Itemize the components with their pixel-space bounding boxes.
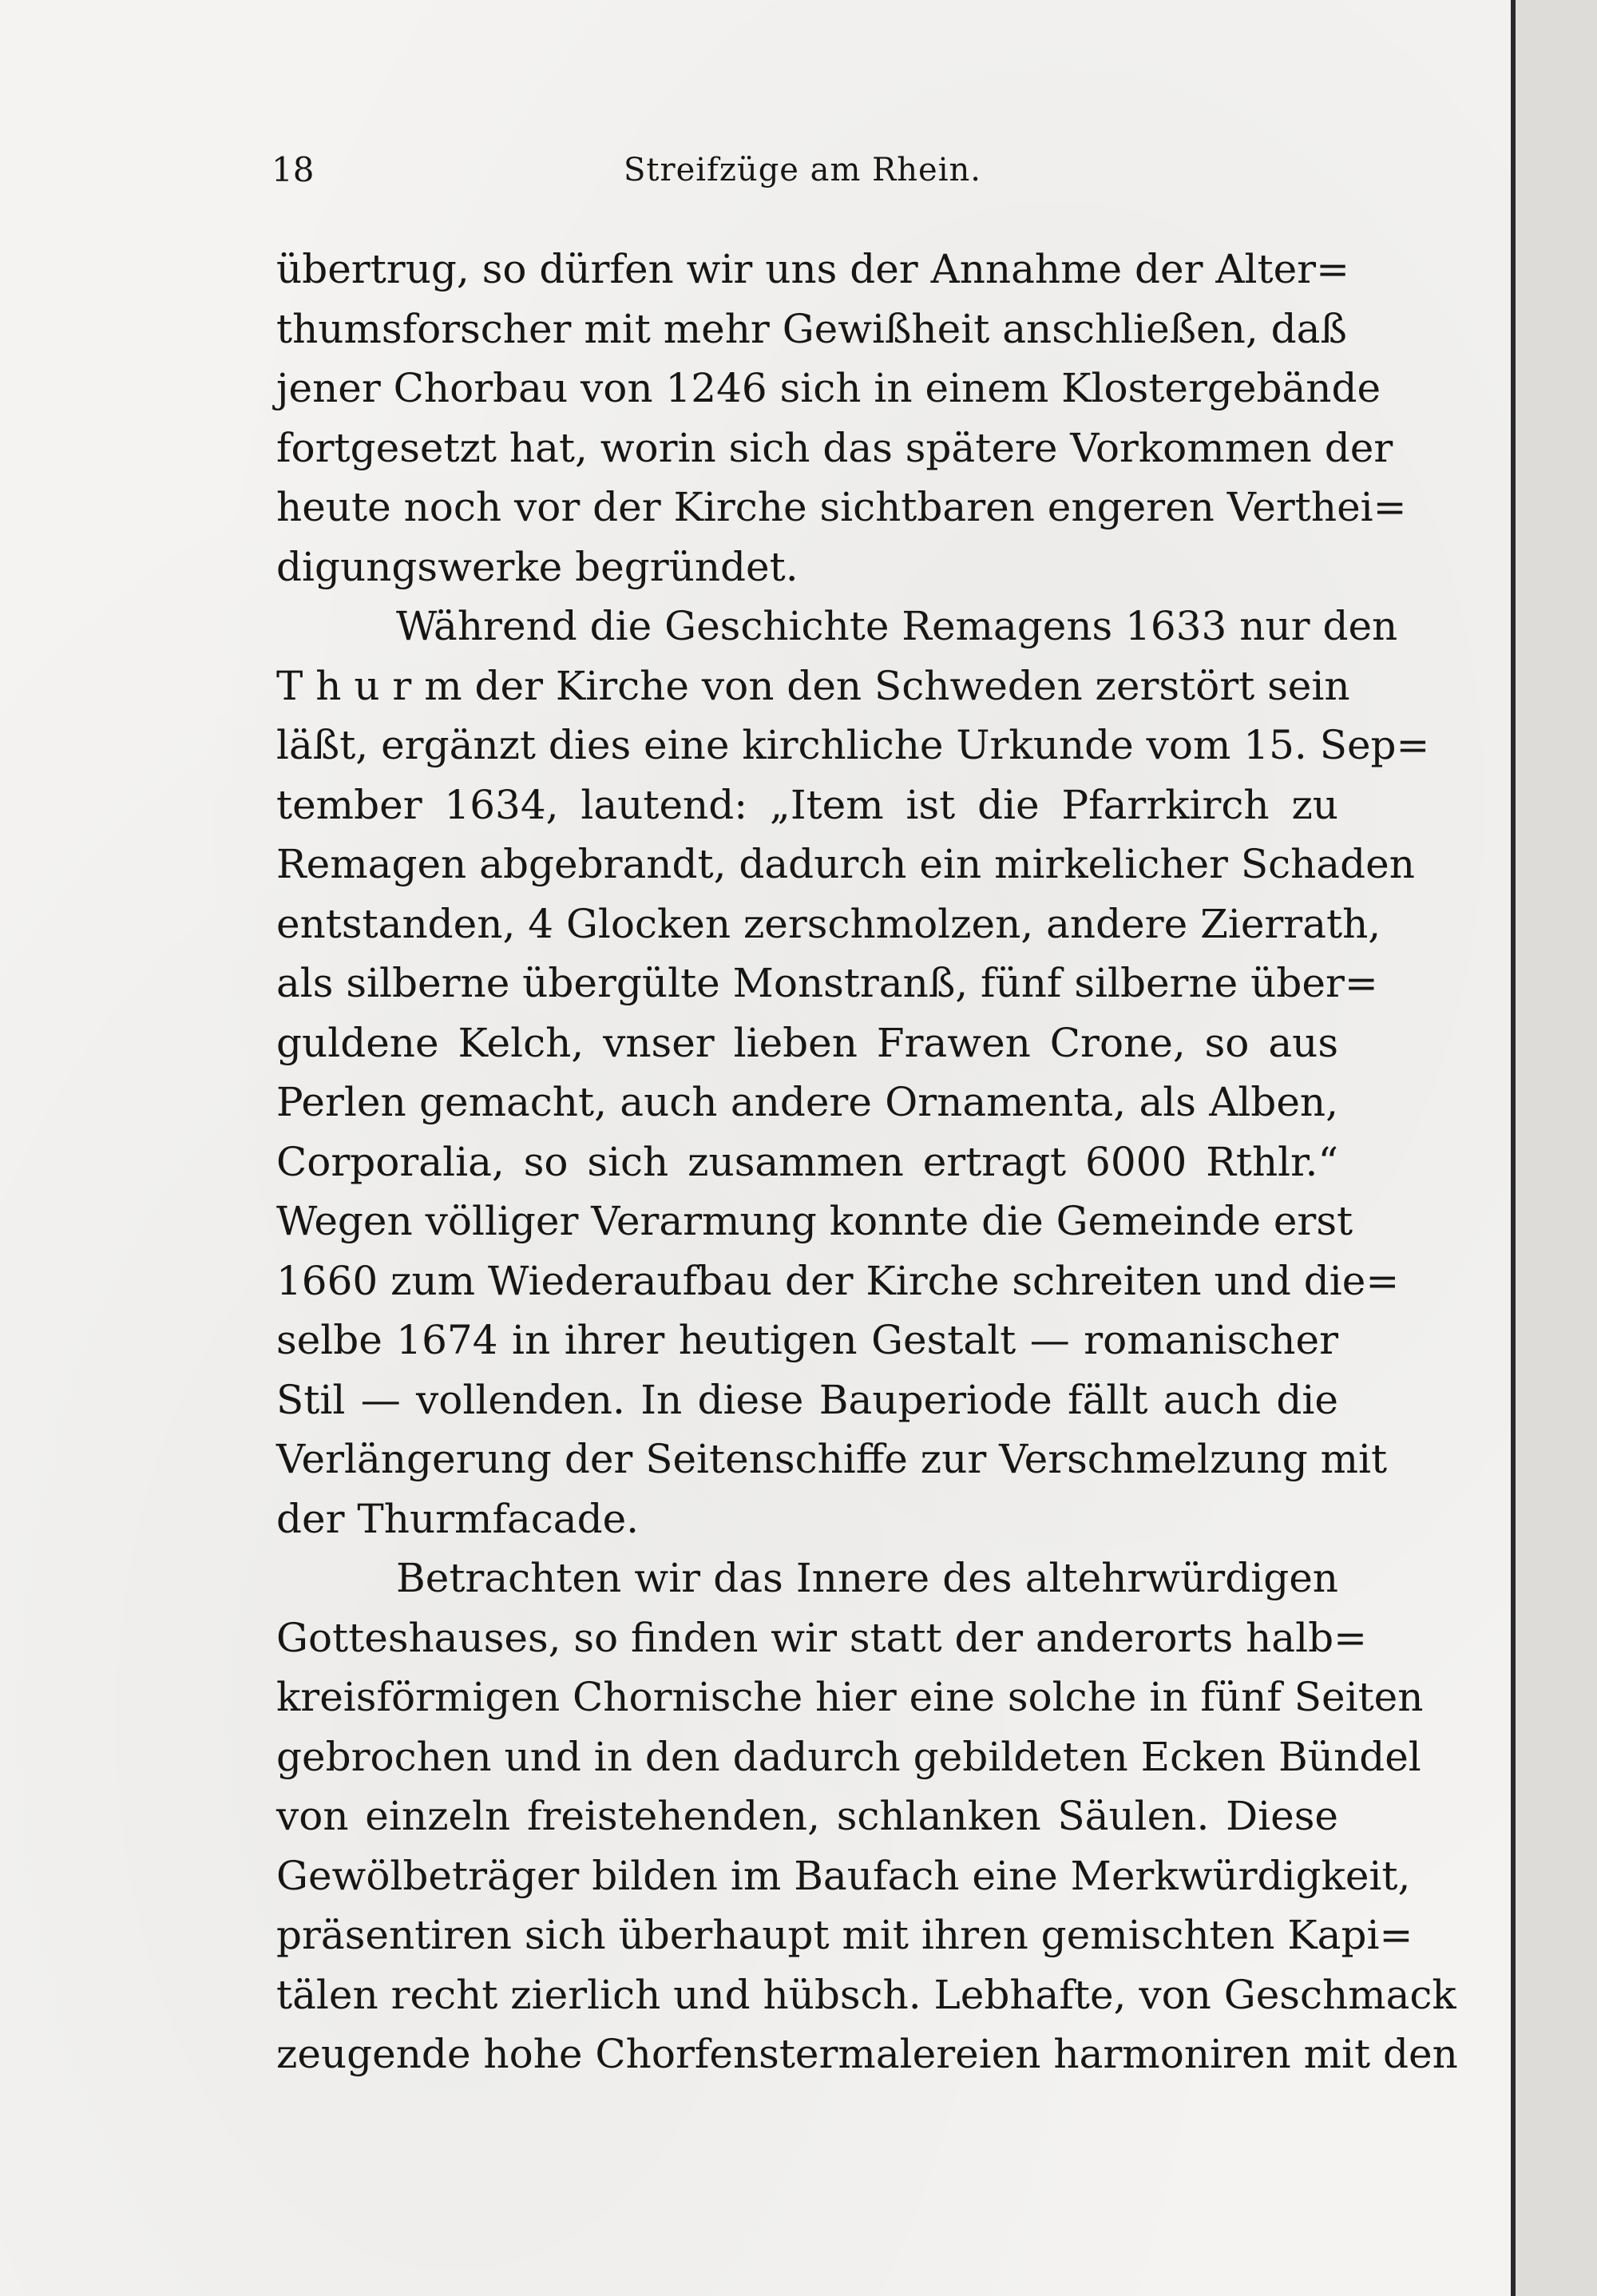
- page-number: 18: [271, 150, 315, 189]
- text-line: fortgesetzt hat, worin sich das spätere Vorkommen der: [276, 424, 1393, 471]
- body-text: [276, 240, 1458, 2084]
- text-line: als silberne übergülte Monstranß, fünf silberne über=: [276, 960, 1378, 1006]
- text-line: Gotteshauses, so finden wir statt der anderorts halb=: [276, 1614, 1367, 1661]
- page-header: [271, 150, 1333, 190]
- text-line: präsentiren sich überhaupt mit ihren gemischten Kapi=: [276, 1912, 1413, 1958]
- paragraph-start-line: Betrachten wir das Innere des altehrwürdigen: [396, 1555, 1338, 1601]
- text-line: selbe 1674 in ihrer heutigen Gestalt — romanischer: [276, 1317, 1338, 1363]
- text-line: thumsforscher mit mehr Gewißheit anschließen, daß: [276, 305, 1347, 352]
- text-line: läßt, ergänzt dies eine kirchliche Urkunde vom 15. Sep=: [276, 722, 1430, 768]
- text-line: heute noch vor der Kirche sichtbaren engeren Verthei=: [276, 484, 1407, 530]
- paragraph-start-line: Während die Geschichte Remagens 1633 nur den: [396, 603, 1398, 649]
- text-line: Corporalia, so sich zusammen ertragt 6000 Rthlr.“: [276, 1138, 1338, 1185]
- text-line: T h u r m der Kirche von den Schweden zerstört sein: [276, 662, 1350, 709]
- running-title: Streifzüge am Rhein.: [623, 152, 981, 188]
- text-line: gebrochen und in den dadurch gebildeten Ecken Bündel: [276, 1733, 1421, 1780]
- text-line: zeugende hohe Chorfenstermalereien harmoniren mit den: [276, 2031, 1458, 2077]
- text-line: 1660 zum Wiederaufbau der Kirche schreiten und die=: [276, 1257, 1400, 1304]
- text-line: guldene Kelch, vnser lieben Frawen Crone, so aus: [276, 1019, 1338, 1066]
- text-line: Gewölbeträger bilden im Baufach eine Merkwürdigkeit,: [276, 1852, 1411, 1899]
- text-line: tember 1634, lautend: „Item ist die Pfarrkirch zu: [276, 781, 1338, 828]
- text-line: Stil — vollenden. In diese Bauperiode fällt auch die: [276, 1376, 1338, 1423]
- text-line: digungswerke begründet.: [276, 543, 798, 590]
- text-line: von einzeln freistehenden, schlanken Säulen. Diese: [276, 1793, 1338, 1839]
- adjacent-page-margin: [1516, 0, 1597, 2296]
- text-line: Perlen gemacht, auch andere Ornamenta, als Alben,: [276, 1079, 1338, 1125]
- text-line: der Thurmfacade.: [276, 1495, 640, 1542]
- text-line: kreisförmigen Chornische hier eine solche in fünf Seiten: [276, 1674, 1424, 1720]
- text-line: übertrug, so dürfen wir uns der Annahme der Alter=: [276, 246, 1349, 292]
- text-line: Remagen abgebrandt, dadurch ein mirkelicher Schaden: [276, 841, 1415, 887]
- text-line: tälen recht zierlich und hübsch. Lebhafte, von Geschmack: [276, 1971, 1456, 2018]
- text-line: Wegen völliger Verarmung konnte die Gemeinde erst: [276, 1198, 1353, 1244]
- text-line: Verlängerung der Seitenschiffe zur Verschmelzung mit: [276, 1436, 1388, 1482]
- text-line: entstanden, 4 Glocken zerschmolzen, andere Zierrath,: [276, 900, 1381, 947]
- text-line: jener Chorbau von 1246 sich in einem Klostergebände: [276, 365, 1381, 411]
